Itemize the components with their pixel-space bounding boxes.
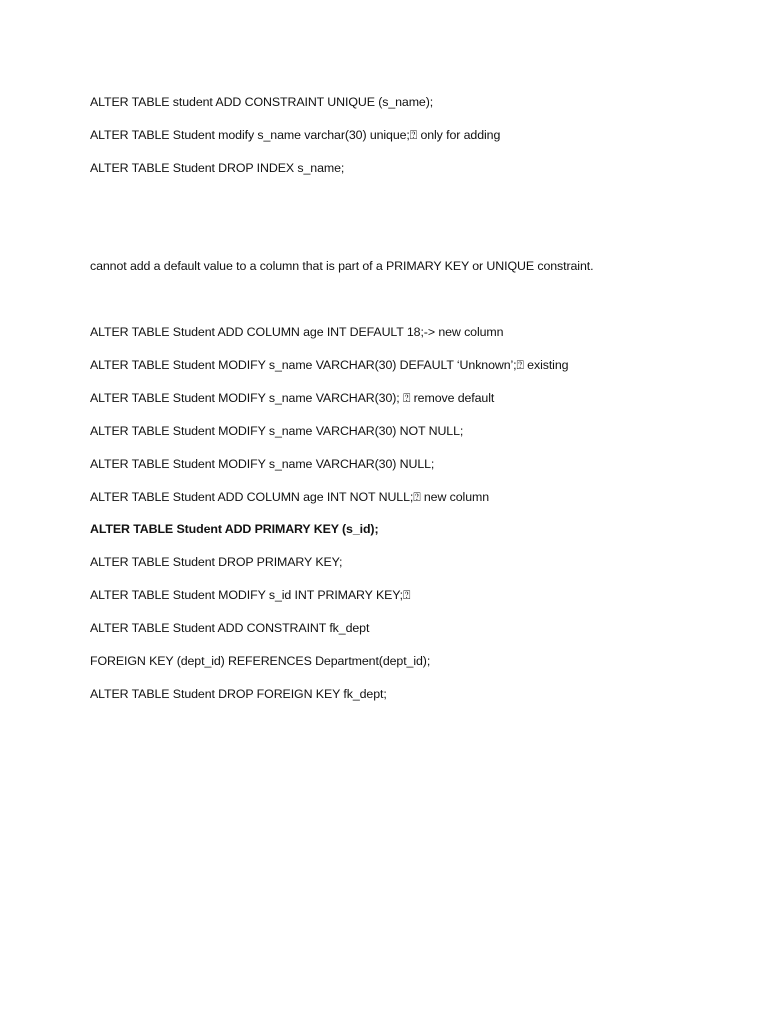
text-line: ALTER TABLE Student MODIFY s_name VARCHAR(30); ⍰ remove default [90, 391, 495, 405]
text-line: ALTER TABLE Student DROP FOREIGN KEY fk_dept; [90, 687, 387, 701]
text-line: cannot add a default value to a column that is part of a PRIMARY KEY or UNIQUE constraint. [90, 259, 594, 273]
text-line: ALTER TABLE Student DROP PRIMARY KEY; [90, 555, 343, 569]
text-line: ALTER TABLE Student ADD COLUMN age INT NOT NULL;⍰ new column [90, 490, 490, 504]
text-line: ALTER TABLE Student DROP INDEX s_name; [90, 161, 345, 175]
text-line: ALTER TABLE Student MODIFY s_name VARCHAR(30) DEFAULT ‘Unknown’;⍰ existing [90, 358, 569, 372]
text-line: ALTER TABLE Student ADD COLUMN age INT DEFAULT 18;-> new column [90, 325, 504, 339]
text-line: ALTER TABLE Student MODIFY s_name VARCHAR(30) NULL; [90, 457, 435, 471]
text-line: FOREIGN KEY (dept_id) REFERENCES Department(dept_id); [90, 654, 431, 668]
text-line: ALTER TABLE Student modify s_name varchar(30) unique;⍰ only for adding [90, 128, 501, 142]
text-line: ALTER TABLE Student MODIFY s_name VARCHAR(30) NOT NULL; [90, 424, 464, 438]
text-line: ALTER TABLE student ADD CONSTRAINT UNIQUE (s_name); [90, 95, 434, 109]
text-line: ALTER TABLE Student MODIFY s_id INT PRIMARY KEY;⍰ [90, 588, 411, 602]
text-line: ALTER TABLE Student ADD CONSTRAINT fk_dept [90, 621, 370, 635]
text-line-bold: ALTER TABLE Student ADD PRIMARY KEY (s_id); [90, 522, 379, 536]
